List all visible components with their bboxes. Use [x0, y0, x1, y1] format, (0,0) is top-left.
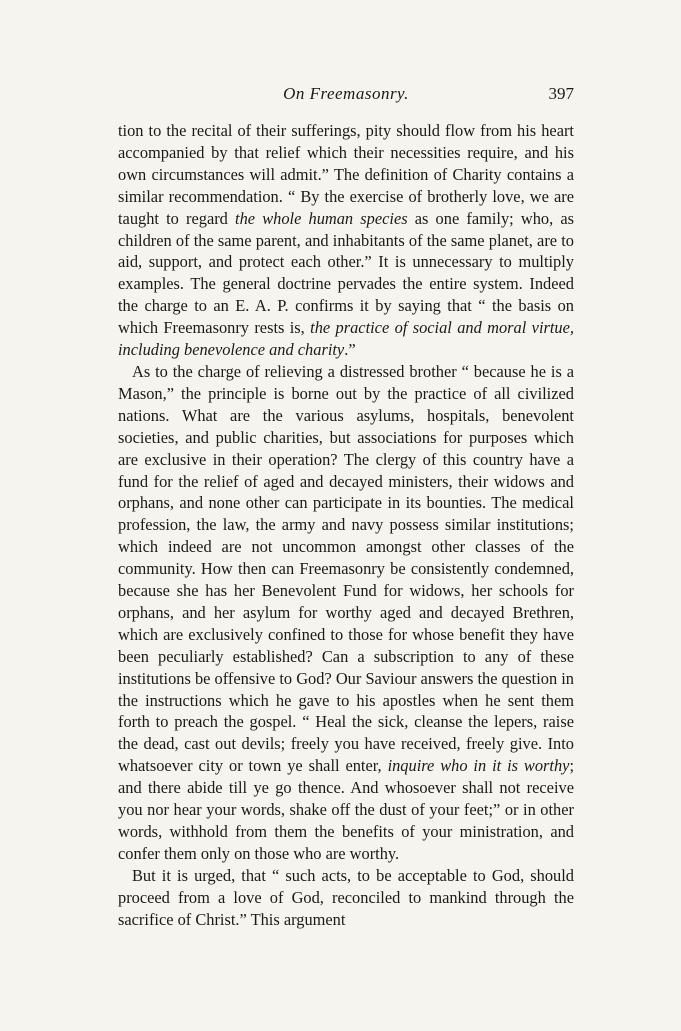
- text-segment: as one family; who, as children of the same parent, and inhabitants of the same planet, are to aid, support, and protect each other.” It is unnecessary to multiply examples. The general doctrine pervades the entire system. Indeed the charge to an E. A. P. confirms it by saying that “ the basis on which Freemasonry rests is,: [118, 208, 574, 338]
- page-number: 397: [548, 84, 574, 103]
- paragraph-2: [118, 361, 574, 865]
- page-header: [118, 84, 574, 108]
- text-segment: As to the charge of relieving a distressed brother “ because he is a Mason,” the principle is borne out by the practice of all civilized nations. What are the various asylums, hospitals, benevolent societies, and public charities, but associations for purposes which are exclusive in their operation? The clergy of this country have a fund for the relief of aged and decayed ministers, their widows and orphans, and none other can participate in its bounties. The medical profession, the law, the army and navy possess similar institutions; which indeed are not uncommon amongst other classes of the community. How then can Freemasonry be consistently condemned, because she has her Benevolent Fund for widows, her schools for orphans, and her asylum for worthy aged and decayed Brethren, which are exclusively confined to those for whose benefit they have been peculiarly established? Can a subscription to any of these institutions be offensive to God? Our Saviour answers the question in the instructions which he gave to his apostles when he sent them forth to preach the gospel. “ Heal the sick, cleanse the lepers, raise the dead, cast out devils; freely you have received, freely give. Into whatsoever city or town ye shall enter,: [118, 361, 574, 776]
- running-title: On Freemasonry.: [283, 84, 409, 103]
- body-text: [118, 120, 574, 931]
- text-segment: ; and there abide till ye go thence. And whosoever shall not receive you nor hear your words, shake off the dust of your feet;” or in other words, withhold from them the benefits of your ministration, and confer them only on those who are worthy.: [118, 756, 574, 863]
- italic-phrase: inquire who in it is worthy: [387, 756, 570, 776]
- italic-phrase: the whole human species: [235, 208, 408, 228]
- text-segment: But it is urged, that “ such acts, to be acceptable to God, should proceed from a love of God, reconciled to mankind through the sacrifice of Christ.” This argument: [118, 865, 574, 929]
- text-segment: tion to the recital of their sufferings, pity should flow from his heart accompanied by that relief which their necessities require, and his own circumstances will admit.” The definition of Charity contains a similar recommendation. “ By the exercise of brotherly love, we are taught to regard: [118, 121, 574, 228]
- text-segment: .”: [344, 340, 356, 360]
- paragraph-1: [118, 120, 574, 361]
- italic-phrase: the practice of social and moral virtue, including benevolence and charity: [118, 318, 574, 360]
- paragraph-3: [118, 865, 574, 931]
